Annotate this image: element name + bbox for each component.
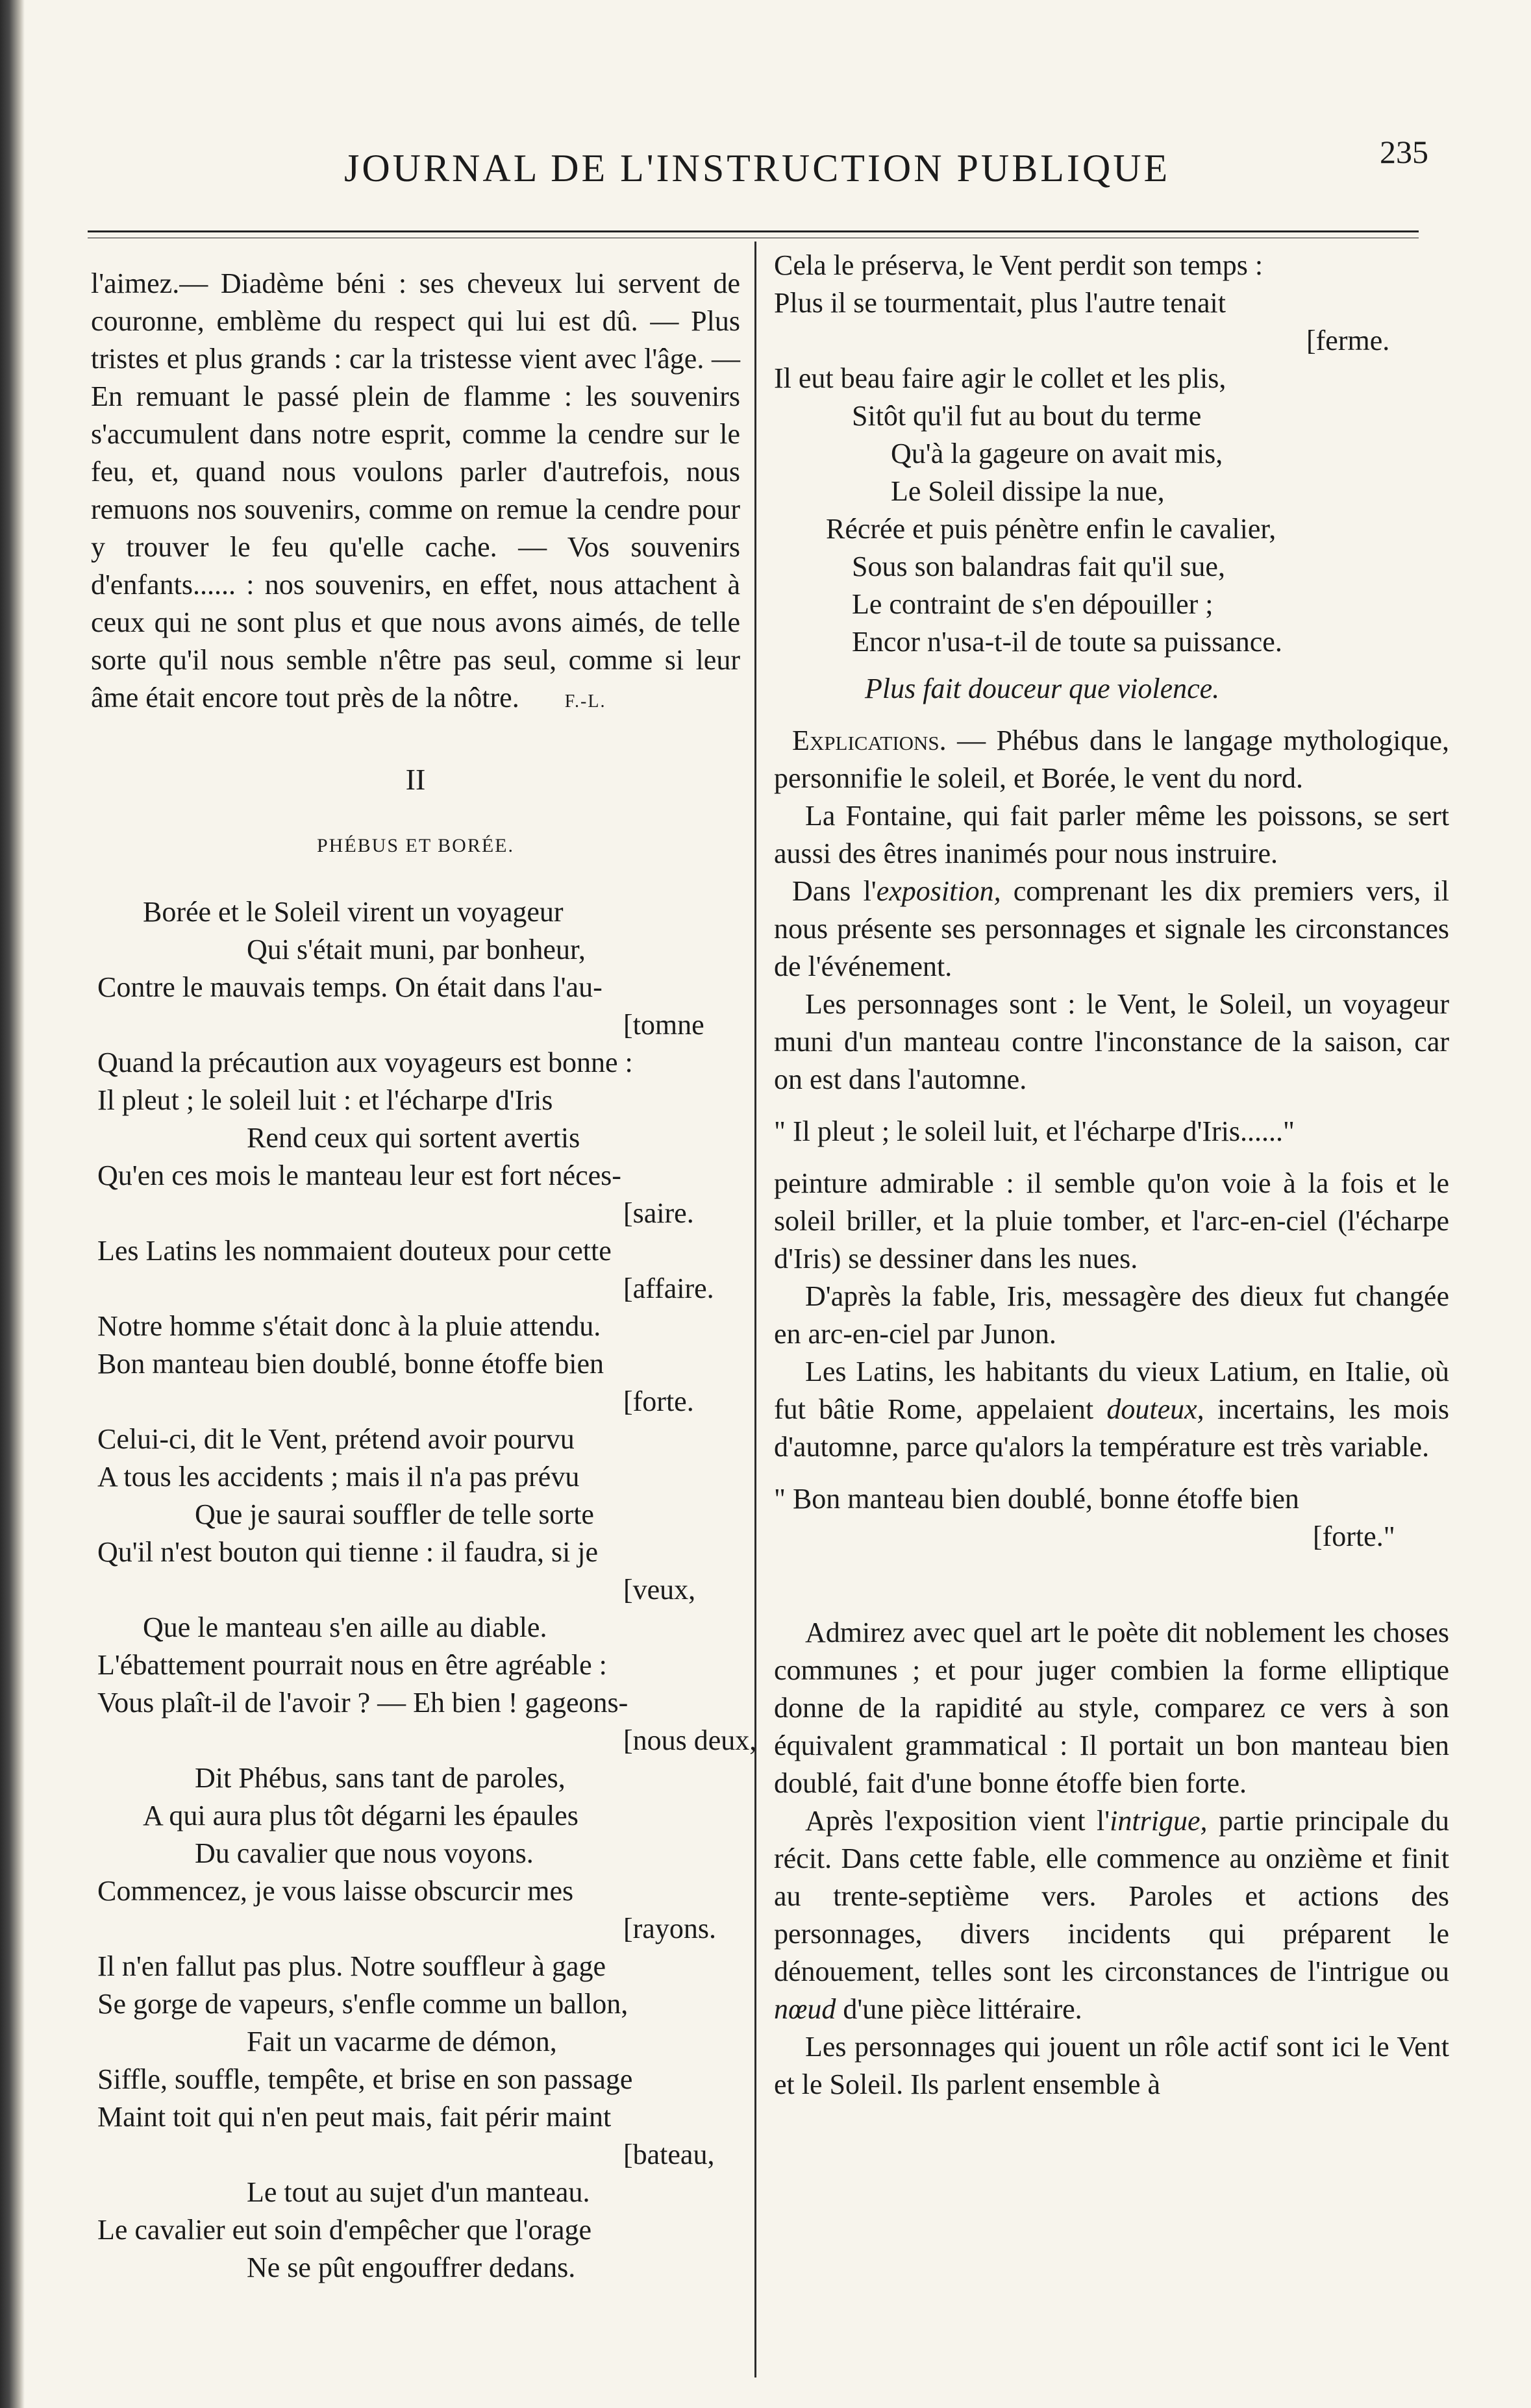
admirez-paragraph: Admirez avec quel art le poète dit noblement les choses communes ; et pour juger combien la forme elliptique donne de la rapidité au style, comparez ce vers à son équivalent grammatical : Il portait un bon manteau bien doublé, fait d'une bonne étoffe bien forte. (774, 1617, 1449, 1799)
intro-text: l'aimez.— Diadème béni : ses cheveux lui servent de couronne, emblème du respect qui lui est dû. — Plus tristes et plus grands : car la tristesse vient avec l'âge. — En remuant le passé plein de flamme : les souvenirs s'accumulent dans notre esprit, comme la cendre sur le feu, et, quand nous voulons parler d'autrefois, nous remuons nos souvenirs, comme on remue la cendre pour y trouver le feu qu'elle cache. — Vos souvenirs d'enfants...... : nos souvenirs, en effet, nous attachent à ceux qui ne sont plus et que nous avons aimés, de telle sorte qu'il nous semble n'être pas seul, comme si leur âme était encore tout près de la nôtre. (91, 267, 740, 714)
poem-line: [nous deux, (623, 1724, 757, 1756)
poem-line: [rayons. (623, 1913, 716, 1944)
poem-right (774, 247, 1449, 661)
poem-line: Les Latins les nommaient douteux pour cette (97, 1235, 612, 1267)
intro-paragraph (91, 265, 740, 721)
header-rule-thick (88, 230, 1419, 232)
poem-moral: Plus fait douceur que violence. (865, 673, 1220, 704)
poem-line: Du cavalier que nous voyons. (195, 1837, 534, 1869)
exposition-text-a: Dans l' (792, 875, 877, 907)
latins-text-a: Les Latins, les habitants du vieux Latium, en Italie, où fut bâtie Rome, appelaient (774, 1356, 1449, 1425)
intrigue-text-c: d'une pièce littéraire. (836, 1993, 1082, 2025)
poem-left (91, 893, 757, 2287)
poem-line: Notre homme s'était donc à la pluie attendu. (97, 1310, 601, 1342)
poem-line: Il pleut ; le soleil luit : et l'écharpe d'Iris (97, 1084, 553, 1116)
poem-line: Il eut beau faire agir le collet et les plis, (774, 362, 1226, 394)
poem-line: Celui-ci, dit le Vent, prétend avoir pourvu (97, 1423, 575, 1455)
poem-line: Le cavalier eut soin d'empêcher que l'orage (97, 2214, 592, 2246)
poem-line: Récrée et puis pénètre enfin le cavalier, (826, 513, 1276, 545)
poem-line: Que je saurai souffler de telle sorte (195, 1498, 594, 1530)
poem-line: [ferme. (1306, 325, 1390, 356)
poem-line: Ne se pût engouffrer dedans. (247, 2252, 576, 2283)
poem-line: Commencez, je vous laisse obscurcir mes (97, 1875, 574, 1907)
intrigue-term: intrigue, (1110, 1805, 1208, 1837)
poem-line: Qui s'était muni, par bonheur, (247, 934, 586, 965)
iris-paragraph: D'après la fable, Iris, messagère des dieux fut changée en arc-en-ciel par Junon. (774, 1280, 1449, 1350)
latins-paragraph (774, 1353, 1449, 1466)
author-signature: F.-L. (564, 691, 606, 712)
poem-line: Il n'en fallut pas plus. Notre souffleur à gage (97, 1950, 606, 1982)
page-binding-edge (0, 0, 25, 2408)
exposition-term: exposition, (876, 875, 1001, 907)
poem-line: Cela le préserva, le Vent perdit son temps : (774, 249, 1263, 281)
poem-line: [bateau, (623, 2139, 715, 2170)
intrigue-paragraph (774, 1802, 1449, 2028)
poem-line: Sous son balandras fait qu'il sue, (852, 551, 1225, 582)
personnages-paragraph: Les personnages sont : le Vent, le Soleil, un voyageur muni d'un manteau contre l'inconstance de la saison, car on est dans l'automne. (774, 988, 1449, 1095)
poem-line: Quand la précaution aux voyageurs est bonne : (97, 1047, 633, 1078)
poem-line: [saire. (623, 1197, 694, 1229)
poem-line: Qu'à la gageure on avait mis, (891, 438, 1223, 469)
right-column (774, 247, 1449, 2104)
journal-title: JOURNAL DE L'INSTRUCTION PUBLIQUE (344, 147, 1171, 190)
poem-line: Qu'il n'est bouton qui tienne : il faudra, si je (97, 1536, 599, 1568)
intrigue-text-a: Après l'exposition vient l' (805, 1805, 1110, 1837)
explications-label: Explications. (792, 725, 947, 756)
intrigue-text-b: partie principale du récit. Dans cette fable, elle commence au onzième et finit au trente-septième vers. Paroles et actions des personnages, divers incidents qui préparent le dénouement, telles sont les circonstances de l'intrigue ou (774, 1805, 1449, 1987)
poem-line: Fait un vacarme de démon, (247, 2026, 557, 2057)
poem-line: Bon manteau bien doublé, bonne étoffe bien (97, 1348, 604, 1380)
poem-line: [tomne (623, 1009, 704, 1041)
poem-line: Contre le mauvais temps. On était dans l'au- (97, 971, 603, 1003)
poem-line: Vous plaît-il de l'avoir ? — Eh bien ! gageons- (97, 1687, 629, 1719)
exposition-text-b: comprenant les dix premiers vers, il nous présente ses personnages et signale les circonstances de l'événement. (774, 875, 1449, 982)
poem-line: Maint toit qui n'en peut mais, fait périr maint (97, 2101, 612, 2133)
peinture-paragraph: peinture admirable : il semble qu'on voie à la fois et le soleil briller, et la pluie tomber, et l'arc-en-ciel (l'écharpe d'Iris) se dessiner dans les nues. (774, 1167, 1449, 1274)
exposition-paragraph (774, 873, 1449, 986)
poem-line: [veux, (623, 1574, 696, 1606)
quote-manteau-line1: " Bon manteau bien doublé, bonne étoffe bien (774, 1483, 1299, 1515)
poem-line: Le tout au sujet d'un manteau. (247, 2176, 590, 2208)
left-column (91, 265, 757, 2287)
poem-line: Que le manteau s'en aille au diable. (143, 1611, 547, 1643)
poem-line: Qu'en ces mois le manteau leur est fort néces- (97, 1160, 621, 1191)
page-header (84, 133, 1435, 205)
poem-line: A tous les accidents ; mais il n'a pas prévu (97, 1461, 580, 1493)
poem-line: Siffle, souffle, tempête, et brise en son passage (97, 2063, 633, 2095)
column-divider (754, 242, 756, 2377)
roles-paragraph: Les personnages qui jouent un rôle actif sont ici le Vent et le Soleil. Ils parlent ensemble à (774, 2031, 1449, 2100)
poem-line: Borée et le Soleil virent un voyageur (143, 896, 564, 928)
lafontaine-paragraph: La Fontaine, qui fait parler même les poissons, se sert aussi des êtres inanimés pour nous instruire. (774, 800, 1449, 869)
poem-title: PHÉBUS ET BORÉE. (317, 835, 514, 856)
poem-line: L'ébattement pourrait nous en être agréable : (97, 1649, 607, 1681)
poem-line: Le Soleil dissipe la nue, (891, 475, 1165, 507)
poem-line: Sitôt qu'il fut au bout du terme (852, 400, 1202, 432)
poem-line: Se gorge de vapeurs, s'enfle comme un ballon, (97, 1988, 629, 2020)
page-number: 235 (1380, 134, 1428, 170)
latins-term: douteux, (1106, 1393, 1204, 1425)
poem-line: [affaire. (623, 1272, 714, 1304)
explications-text: — Phébus dans le langage mythologique, personnifie le soleil, et Borée, le vent du nord. (774, 725, 1449, 794)
noeud-term: nœud (774, 1993, 836, 2025)
poem-line: Plus il se tourmentait, plus l'autre tenait (774, 287, 1226, 319)
quote-iris: " Il pleut ; le soleil luit, et l'écharpe d'Iris......" (774, 1115, 1295, 1147)
poem-line: Rend ceux qui sortent avertis (247, 1122, 580, 1154)
quote-manteau-line2: [forte." (1313, 1521, 1395, 1552)
poem-line: [forte. (623, 1385, 694, 1417)
poem-line: Encor n'usa-t-il de toute sa puissance. (852, 626, 1282, 658)
latins-text-b: incertains, les mois d'automne, parce qu'alors la température est très variable. (774, 1393, 1449, 1463)
poem-line: A qui aura plus tôt dégarni les épaules (143, 1800, 579, 1831)
explications-paragraph (774, 722, 1449, 797)
section-number: II (405, 763, 426, 796)
poem-line: Le contraint de s'en dépouiller ; (852, 588, 1214, 620)
poem-line: Dit Phébus, sans tant de paroles, (195, 1762, 566, 1794)
